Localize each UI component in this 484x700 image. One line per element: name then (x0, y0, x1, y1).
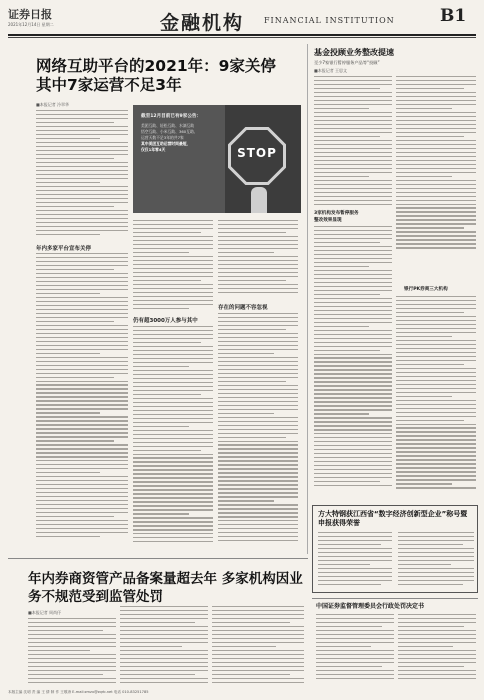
graphic-line: 悟空互助、小米互助、360互助、 (141, 129, 198, 134)
boxed-body-col1 (318, 532, 392, 588)
right-body-col1-b (314, 226, 392, 496)
right-headline: 基金投顾业务整改提速 (314, 48, 394, 57)
bottom-byline: ■本报记者 周尚伃 (28, 610, 62, 615)
boxed-headline: 方大特钢获江西省“数字经济创新型企业”称号暨申报获得荣誉 (318, 510, 468, 527)
right-body-col1-a (314, 76, 392, 208)
lead-subhead-3: 存在的问题不容忽视 (218, 305, 268, 311)
lead-headline: 网络互助平台的2021年：9家关停 其中7家运营不足3年 (36, 57, 276, 94)
right-subheading: 至少7家银行暂停服务产品等“投顾” (314, 60, 380, 65)
issue-date: 2021年12月14日 星期二 (8, 22, 54, 27)
bottom-body-col1 (28, 618, 116, 686)
stop-illustration (133, 105, 301, 213)
newspaper-logo: 证券日报 (8, 8, 52, 21)
graphic-line: 仅仅1年零4天 (141, 147, 166, 152)
graphic-line: 其中美团互助运营时间最短， (141, 141, 191, 146)
notice-body-col2 (398, 614, 476, 686)
story-divider (8, 558, 308, 559)
section-title: 金融机构 (160, 12, 245, 34)
lead-body-col3-a (218, 220, 298, 300)
lead-byline: ■本报记者 冷翠华 (36, 102, 70, 107)
right-body-col2-a (396, 76, 476, 256)
graphic-line: 运营天数不足3年的共7家 (141, 135, 184, 140)
graphic-line: 美团互助、轻松互助、水滴互助 (141, 123, 195, 128)
boxed-body-col2 (398, 532, 474, 588)
right-body-col2-b (396, 296, 476, 496)
page-footer: 本版主编 沈明 责 编 王 倩 制 作 王敬涛 E-mail:zmzx@zqrb.net 电话 010-83251785 (8, 690, 149, 694)
lead-body-col1-a (36, 110, 128, 240)
column-divider (307, 44, 308, 554)
lead-body-col1-b (36, 253, 128, 553)
right-subhead-1: 3家机构发布暂停服务 (314, 211, 359, 216)
section-title-en: FINANCIAL INSTITUTION (264, 16, 395, 25)
lead-body-col3-b (218, 313, 298, 553)
stop-sign-text: STOP (237, 146, 277, 160)
page-number: B1 (440, 6, 467, 26)
graphic-panel (133, 105, 225, 213)
masthead-rule (8, 34, 476, 36)
right-byline: ■本报记者 王思文 (314, 68, 348, 73)
masthead-rule-thin (8, 37, 476, 38)
notice-body-col1 (316, 614, 394, 686)
lead-body-col2-b (133, 326, 213, 553)
lead-subhead-2: 仍有超3000万人参与其中 (133, 318, 198, 324)
hand-icon (251, 187, 267, 213)
graphic-lines (141, 123, 219, 153)
notice-divider (312, 598, 478, 599)
right-subhead-3: 银行PK券商三大机构 (404, 287, 448, 292)
notice-headline: 中国证券监督管理委员会行政处罚决定书 (316, 603, 425, 610)
lead-subhead-1: 年内多家平台宣布关停 (36, 246, 92, 252)
graphic-title: 截至12月目前已有9家公告： (141, 114, 202, 119)
right-subhead-2: 整改效果显现 (314, 218, 342, 223)
bottom-headline: 年内券商资管产品备案量超去年 多家机构因业务不规范受到监管处罚 (28, 571, 303, 605)
bottom-body-col3 (212, 606, 304, 686)
masthead (0, 0, 484, 40)
bottom-body-col2 (120, 606, 208, 686)
